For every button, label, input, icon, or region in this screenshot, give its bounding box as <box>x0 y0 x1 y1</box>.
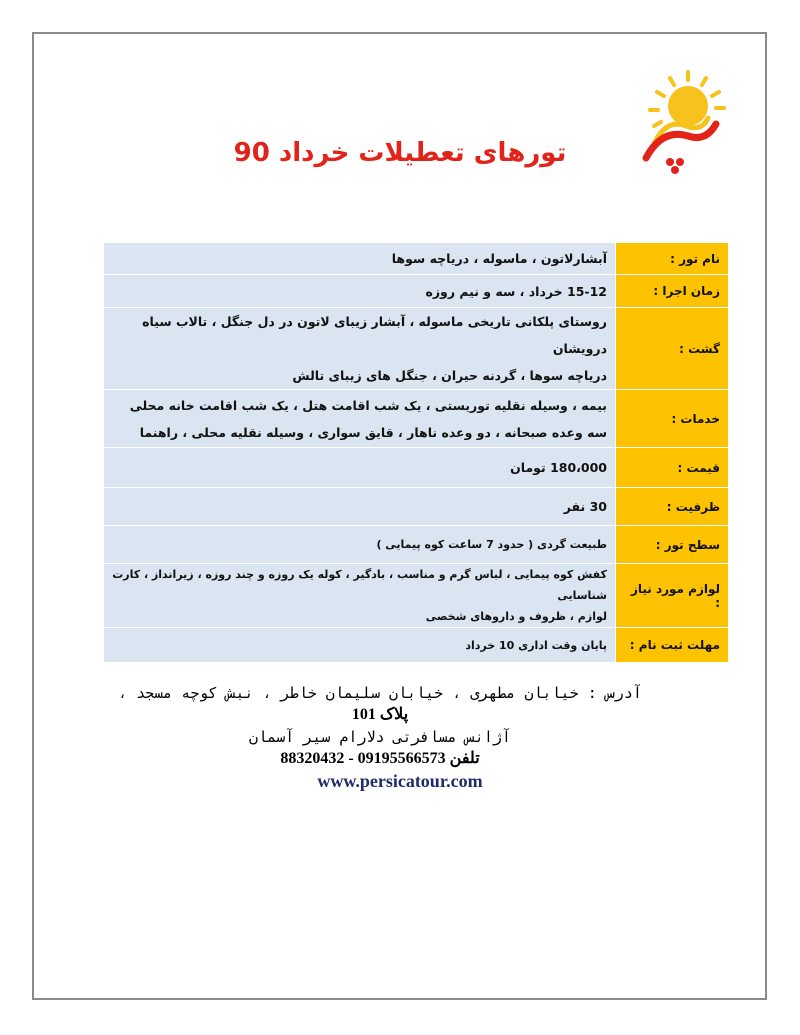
row-label-services: خدمات : <box>616 390 729 448</box>
row-value-equipment <box>104 564 616 628</box>
row-label-registration-deadline: مهلت ثبت نام : <box>616 628 729 663</box>
table-row <box>104 243 729 275</box>
row-label-sightseeing: گشت : <box>616 308 729 390</box>
brand-logo <box>636 66 726 178</box>
row-label-tour-level: سطح تور : <box>616 526 729 564</box>
row-value-tour-level: طبیعت گردی ( حدود 7 ساعت کوه پیمایی ) <box>104 526 616 564</box>
row-value-date: 15-12 خرداد ، سه و نیم روزه <box>104 275 616 308</box>
row-value-capacity: 30 نفر <box>104 488 616 526</box>
row-value-line: سه وعده صبحانه ، دو وعده ناهار ، قایق سواری ، وسیله نقلیه محلی ، راهنما <box>139 424 607 440</box>
agency-name: آژانس مسافرتی دلارام سیر آسمان <box>249 728 511 746</box>
tour-info-table <box>103 242 729 663</box>
row-value-line: دریاچه سوها ، گردنه حیران ، جنگل های زیبای تالش <box>292 368 607 383</box>
row-value-registration-deadline: پایان وقت اداری 10 خرداد <box>104 628 616 663</box>
address-line: آدرس : خیابان مطهری ، خیابان سلیمان خاطر ، نبش کوچه مسجد ، <box>118 684 642 702</box>
table-row <box>104 628 729 663</box>
table-row <box>104 488 729 526</box>
table-row <box>104 526 729 564</box>
row-label-capacity: ظرفیت : <box>616 488 729 526</box>
page-title: تورهای تعطیلات خرداد 90 <box>233 138 567 168</box>
row-value-price: 180،000 تومان <box>104 448 616 488</box>
table-row <box>104 564 729 628</box>
contact-address <box>60 682 700 770</box>
row-value-tour-name: آبشارلاتون ، ماسوله ، دریاچه سوها <box>104 243 616 275</box>
row-value-line: بیمه ، وسیله نقلیه توریستی ، یک شب اقامت هتل ، یک شب اقامت خانه محلی <box>129 397 607 413</box>
row-label-equipment: لوازم مورد نیاز : <box>616 564 729 628</box>
row-value-line: کفش کوه پیمایی ، لباس گرم و مناسب ، بادگیر ، کوله یک روزه و چند روزه ، زیرانداز ، کارت شناسایی <box>112 568 607 602</box>
phone-numbers: تلفن 09195566573 - 88320432 <box>280 750 480 767</box>
table-row <box>104 448 729 488</box>
row-value-services <box>104 390 616 448</box>
website-link[interactable]: www.persicatour.com <box>317 771 483 791</box>
row-label-date: زمان اجرا : <box>616 275 729 308</box>
address-plaque: پلاک 101 <box>351 706 409 723</box>
row-label-price: قیمت : <box>616 448 729 488</box>
table-row <box>104 390 729 448</box>
row-value-line: روستای پلکانی تاریخی ماسوله ، آبشار زیبای لاتون در دل جنگل ، تالاب سیاه درویشان <box>142 314 607 356</box>
sun-icon <box>650 72 724 126</box>
table-row <box>104 308 729 390</box>
row-value-line: لوازم ، ظروف و داروهای شخصی <box>425 610 607 623</box>
table-row <box>104 275 729 308</box>
row-value-sightseeing <box>104 308 616 390</box>
row-label-tour-name: نام تور : <box>616 243 729 275</box>
